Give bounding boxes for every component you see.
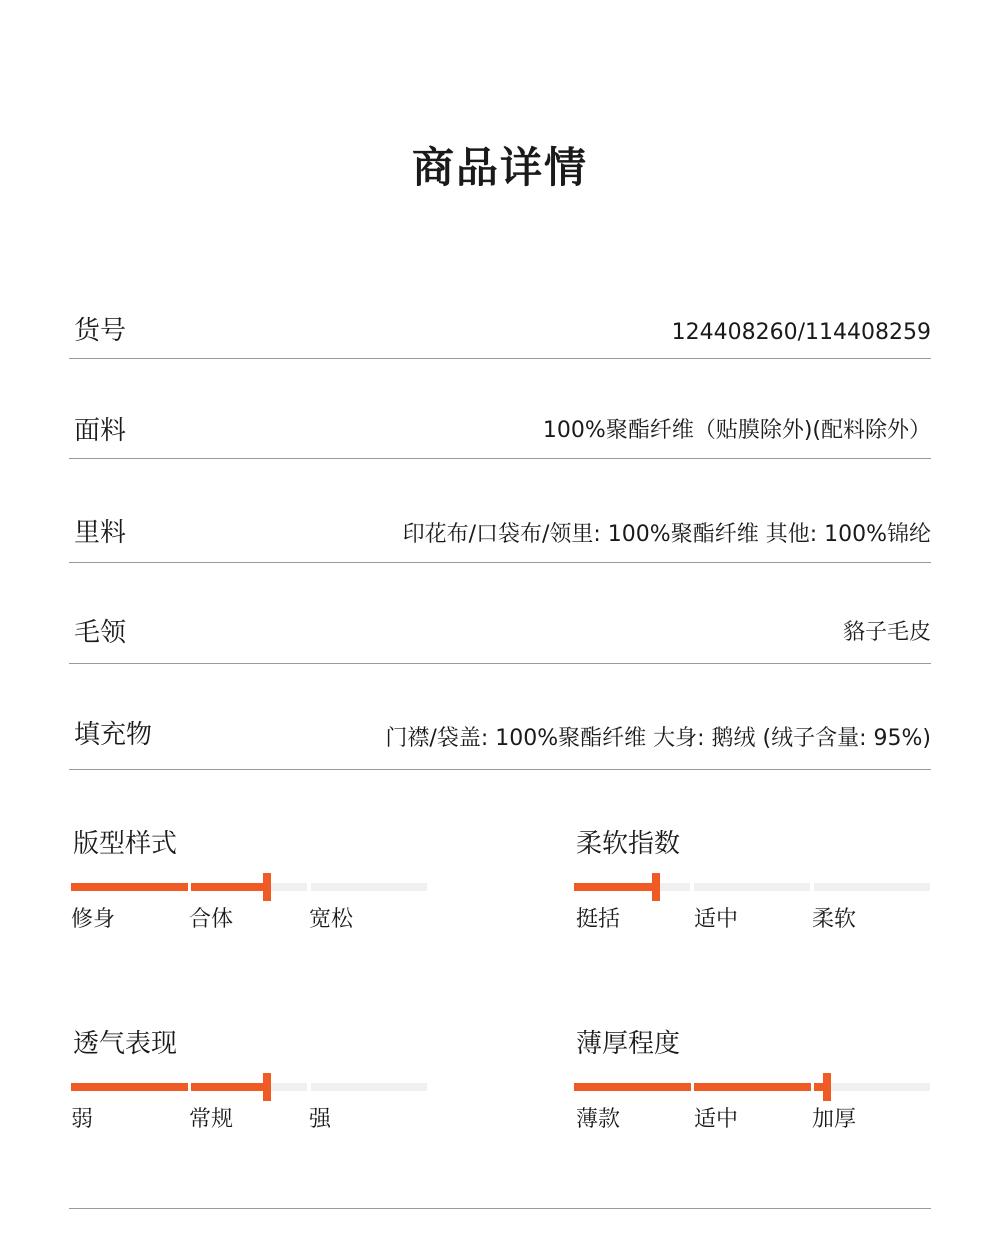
scale-level-label: 加厚: [812, 1107, 857, 1132]
spec-row-item-number: [69, 310, 931, 359]
spec-label: 货号: [74, 316, 127, 346]
spec-row-fur-collar: [69, 612, 931, 664]
spec-label: 填充物: [74, 720, 153, 750]
scale-fill: [71, 1083, 267, 1091]
scale-track: [574, 883, 931, 891]
spec-value: 124408260/114408259: [671, 320, 931, 345]
spec-label: 面料: [74, 416, 127, 446]
spec-label: 毛领: [74, 618, 127, 648]
scale-title: 版型样式: [73, 829, 178, 859]
scale-fit-style: [71, 827, 428, 937]
spec-value: 印花布/口袋布/领里: 100%聚酯纤维 其他: 100%锦纶: [402, 522, 931, 547]
bottom-divider: [69, 1208, 931, 1209]
scale-gap: [188, 1083, 191, 1091]
scale-segment: [814, 883, 930, 891]
spec-value: 100%聚酯纤维（贴膜除外)(配料除外）: [542, 418, 931, 443]
scale-marker: [652, 873, 660, 901]
spec-label: 里料: [74, 518, 127, 548]
scale-segment: [694, 883, 810, 891]
scale-fill: [574, 883, 656, 891]
spec-row-lining: [69, 512, 931, 563]
scale-gap: [811, 1083, 814, 1091]
scale-level-label: 常规: [189, 1107, 234, 1132]
scale-level-label: 修身: [71, 907, 116, 932]
spec-value: 门襟/袋盖: 100%聚酯纤维 大身: 鹅绒 (绒子含量: 95%): [385, 726, 931, 751]
spec-value: 貉子毛皮: [842, 620, 931, 645]
page-title: 商品详情: [411, 143, 588, 192]
scale-marker: [263, 873, 271, 901]
scale-track: [574, 1083, 931, 1091]
scale-gap: [691, 1083, 694, 1091]
scale-level-label: 适中: [694, 1107, 739, 1132]
scale-level-label: 适中: [694, 907, 739, 932]
scale-fill: [574, 1083, 827, 1091]
scale-marker: [823, 1073, 831, 1101]
scale-level-label: 宽松: [309, 907, 354, 932]
scale-title: 透气表现: [73, 1029, 178, 1059]
scale-level-label: 强: [309, 1107, 332, 1132]
scale-level-label: 柔软: [812, 907, 857, 932]
scale-thickness: [574, 1027, 931, 1137]
spec-row-filling: [69, 714, 931, 770]
scale-gap: [188, 883, 191, 891]
scale-segment: [311, 883, 427, 891]
scale-title: 薄厚程度: [576, 1029, 681, 1059]
scale-level-label: 合体: [189, 907, 234, 932]
scale-level-label: 弱: [71, 1107, 94, 1132]
scale-level-label: 薄款: [576, 1107, 621, 1132]
scale-softness: [574, 827, 931, 937]
scale-segment: [311, 1083, 427, 1091]
scale-level-label: 挺括: [576, 907, 621, 932]
scale-breathability: [71, 1027, 428, 1137]
scale-track: [71, 883, 428, 891]
scale-track: [71, 1083, 428, 1091]
scale-title: 柔软指数: [576, 829, 681, 859]
scale-marker: [263, 1073, 271, 1101]
scale-fill: [71, 883, 267, 891]
spec-row-fabric: [69, 410, 931, 459]
